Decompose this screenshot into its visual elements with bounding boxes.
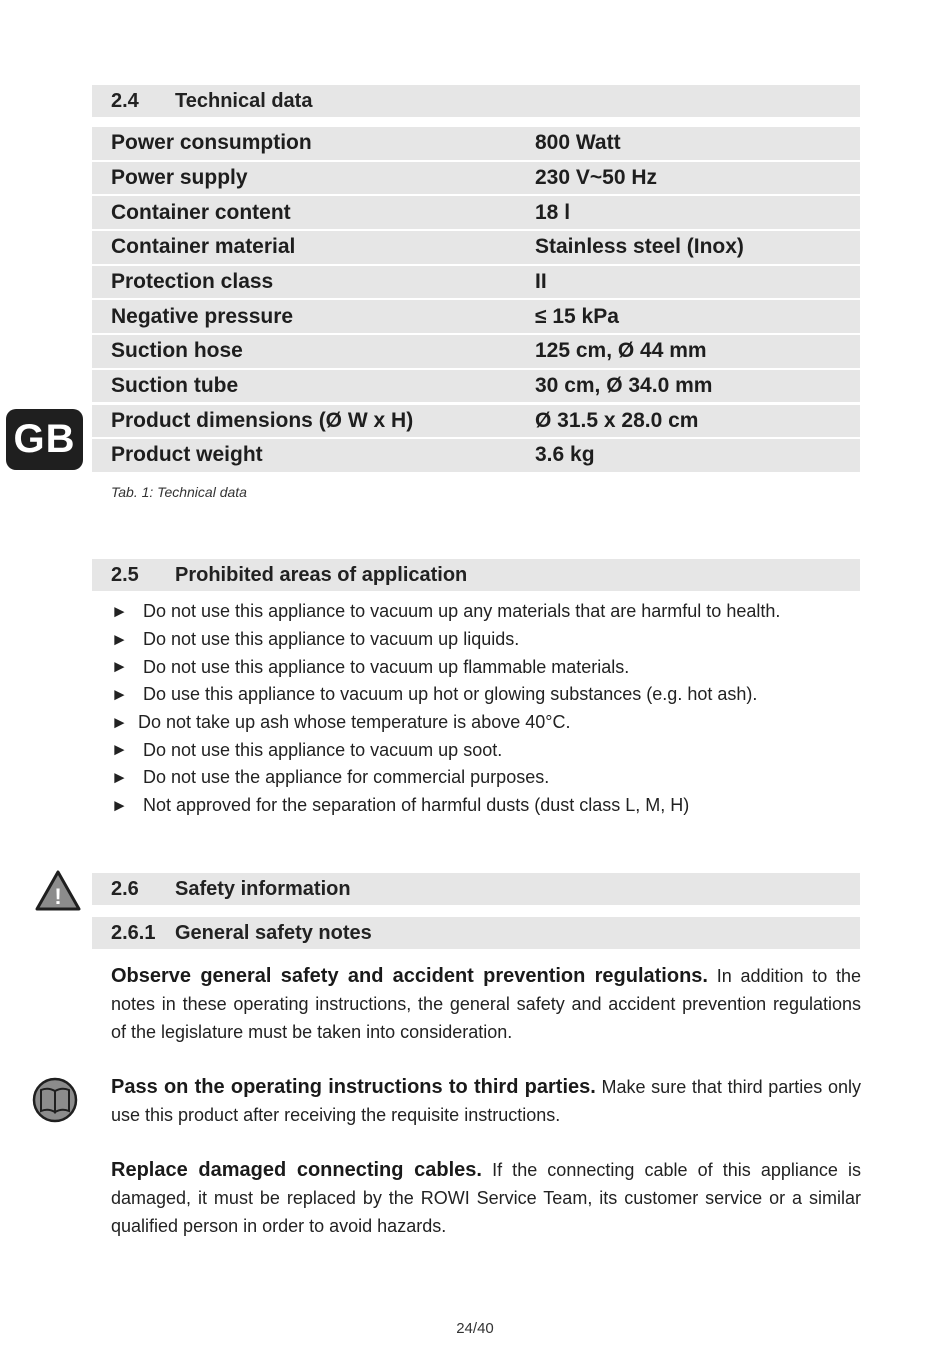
list-item (111, 681, 871, 709)
row-label: Container material (111, 235, 296, 259)
list-item-text: Do not use this appliance to vacuum up flammable materials. (143, 656, 630, 677)
list-item-text: Do use this appliance to vacuum up hot or glowing substances (e.g. hot ash). (143, 684, 758, 705)
table-row (92, 300, 860, 333)
warning-triangle-icon (34, 869, 82, 912)
table-row (92, 231, 860, 264)
row-value: Stainless steel (Inox) (535, 235, 744, 259)
section-number: 2.6.1 (111, 921, 156, 944)
language-tab (6, 409, 83, 470)
language-code: GB (13, 417, 76, 461)
table-row (92, 127, 860, 160)
section-heading-technical-data (92, 85, 860, 117)
section-number: 2.4 (111, 89, 139, 112)
bullet-arrow-icon: ► (111, 684, 128, 704)
list-item-text: Not approved for the separation of harmful dusts (dust class L, M, H) (143, 795, 690, 816)
paragraph-text: If the connecting cable of this appliance is damaged, it must be replaced by the ROWI Service Team, its customer service or a similar qualified person in order to avoid hazards. (111, 1160, 861, 1236)
safety-paragraph-damaged-cables (111, 1156, 861, 1240)
list-item (111, 598, 871, 626)
bullet-arrow-icon: ► (111, 629, 128, 649)
page-number: 24/40 (456, 1320, 494, 1337)
row-label: Product dimensions (Ø W x H) (111, 408, 414, 432)
list-item-text: Do not take up ash whose temperature is above 40°C. (138, 712, 571, 733)
table-row (92, 335, 860, 368)
row-label: Power consumption (111, 131, 312, 155)
table-row (92, 370, 860, 403)
open-book-icon (32, 1077, 78, 1123)
row-value: II (535, 270, 547, 294)
bullet-arrow-icon: ► (111, 740, 128, 760)
row-label: Suction tube (111, 374, 239, 398)
row-label: Product weight (111, 443, 263, 467)
safety-paragraph-regulations (111, 962, 861, 1046)
list-item-text: Do not use this appliance to vacuum up liquids. (143, 629, 520, 650)
bullet-arrow-icon: ► (111, 795, 128, 815)
list-item-text: Do not use this appliance to vacuum up soot. (143, 739, 503, 760)
table-row (92, 162, 860, 195)
bullet-arrow-icon: ► (111, 657, 128, 677)
row-value: 3.6 kg (535, 443, 595, 467)
paragraph-lead: Replace damaged connecting cables. (111, 1159, 482, 1181)
list-item-text: Do not use the appliance for commercial purposes. (143, 767, 550, 788)
section-title: General safety notes (175, 921, 372, 944)
row-value: ≤ 15 kPa (535, 304, 619, 328)
list-item (111, 626, 871, 654)
row-label: Suction hose (111, 339, 243, 363)
row-label: Power supply (111, 165, 248, 189)
row-label: Negative pressure (111, 304, 294, 328)
section-title: Safety information (175, 877, 351, 900)
paragraph-lead: Observe general safety and accident prevention regulations. (111, 965, 708, 987)
row-value: Ø 31.5 x 28.0 cm (535, 408, 699, 432)
section-number: 2.5 (111, 563, 139, 586)
bullet-arrow-icon: ► (111, 712, 128, 732)
list-item (111, 792, 871, 820)
table-row (92, 196, 860, 229)
safety-paragraph-third-parties (111, 1073, 861, 1129)
list-item (111, 709, 871, 737)
section-number: 2.6 (111, 877, 139, 900)
bullet-arrow-icon: ► (111, 601, 128, 621)
row-value: 125 cm, Ø 44 mm (535, 339, 707, 363)
row-value: 800 Watt (535, 131, 621, 155)
table-caption: Tab. 1: Technical data (111, 484, 247, 500)
table-row (92, 405, 860, 438)
row-label: Protection class (111, 270, 274, 294)
section-heading-safety-information (92, 873, 860, 905)
row-label: Container content (111, 200, 291, 224)
paragraph-lead: Pass on the operating instructions to third parties. (111, 1076, 596, 1098)
warning-mark: ! (54, 884, 62, 909)
row-value: 230 V~50 Hz (535, 165, 658, 189)
row-value: 18 l (535, 200, 571, 224)
bullet-arrow-icon: ► (111, 767, 128, 787)
paragraph-text: Make sure that third parties only use this product after receiving the requisite instructions. (111, 1077, 862, 1125)
paragraph-text: In addition to the notes in these operating instructions, the general safety and accident prevention regulations of the legislature must be taken into consideration. (111, 966, 861, 1042)
prohibited-list (111, 598, 871, 820)
table-row (92, 439, 860, 472)
row-value: 30 cm, Ø 34.0 mm (535, 374, 713, 398)
list-item-text: Do not use this appliance to vacuum up any materials that are harmful to health. (143, 601, 781, 622)
technical-data-table (92, 127, 860, 474)
section-title: Technical data (175, 89, 313, 112)
section-title: Prohibited areas of application (175, 563, 468, 586)
list-item (111, 764, 871, 792)
list-item (111, 653, 871, 681)
section-heading-prohibited-areas (92, 559, 860, 591)
table-row (92, 266, 860, 299)
list-item (111, 736, 871, 764)
section-heading-general-safety-notes (92, 917, 860, 949)
